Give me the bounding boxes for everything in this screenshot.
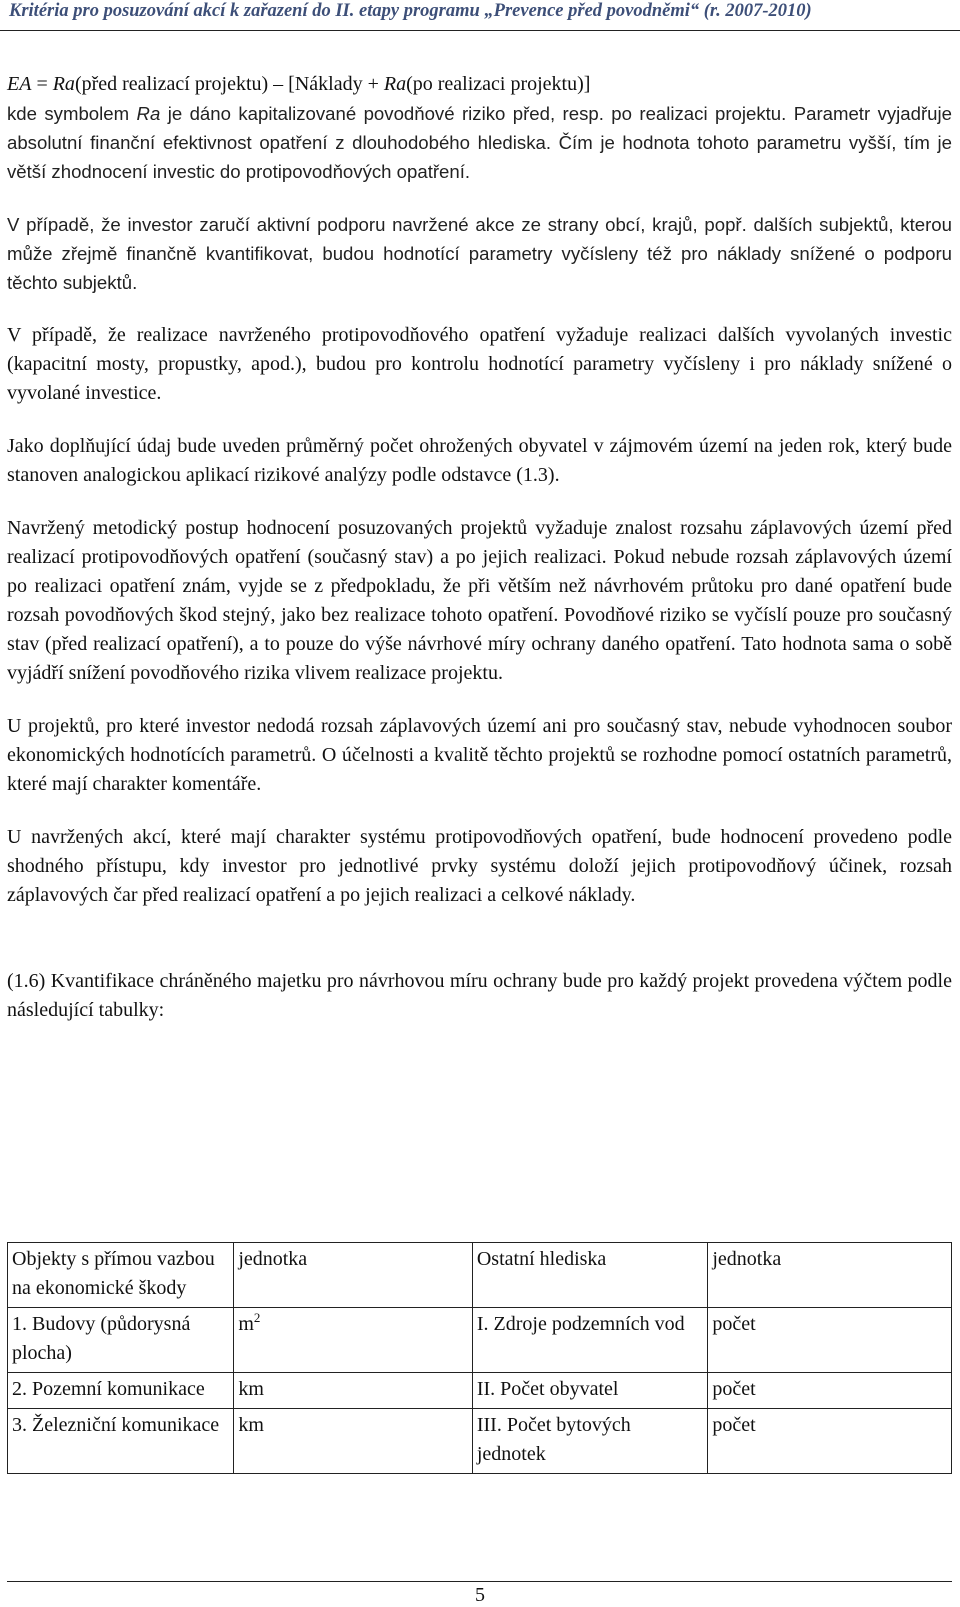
page-body	[7, 70, 952, 1025]
table-cell: 1. Budovy (půdorysná plocha)	[8, 1308, 234, 1373]
formula-ea: EA	[7, 73, 32, 95]
table-header-cell: jednotka	[708, 1243, 952, 1308]
protected-assets-table	[7, 1242, 952, 1474]
table-cell: počet	[708, 1308, 952, 1373]
table-cell: km	[234, 1409, 473, 1474]
investor-support-paragraph: V případě, že investor zaručí aktivní podporu navržené akce ze strany obcí, krajů, popř. dalších subjektů, kterou může zřejmě finančně kvantifikovat, budou hodnotící parametry vyčísleny též pro náklady snížené o podporu těchto subjektů.	[7, 214, 952, 293]
population-paragraph: Jako doplňující údaj bude uveden průměrný počet ohrožených obyvatel v zájmovém území na jeden rok, který bude stanoven analogickou aplikací rizikové analýzy podle odstavce (1.3).	[7, 435, 952, 486]
ra-definition-paragraph	[7, 99, 952, 186]
formula-equals: =	[31, 73, 53, 95]
ea-formula	[7, 70, 952, 99]
spacer	[7, 910, 952, 967]
table-header-cell: Objekty s přímou vazbou na ekonomické škody	[8, 1243, 234, 1308]
system-actions-paragraph: U navržených akcí, které mají charakter systému protipovodňových opatření, bude hodnocení provedeno podle shodného přístupu, kdy investor pro jednotlivé prvky systému doloží jejich protipovodňový účinek, rozsah záplavových čar před realizací opatření a po jejich realizaci a celkové náklady.	[7, 826, 952, 906]
ra-definition-start: kde symbolem	[7, 103, 137, 124]
formula-ra-after: Ra	[383, 73, 407, 95]
page-number: 5	[475, 1584, 485, 1606]
unit-text: m	[238, 1313, 254, 1335]
table-cell: počet	[708, 1409, 952, 1474]
table-cell: 3. Železniční komunikace	[8, 1409, 234, 1474]
unit-superscript: 2	[253, 1310, 261, 1325]
spacer	[7, 490, 952, 514]
table-row	[8, 1373, 952, 1409]
spacer	[7, 799, 952, 823]
ra-definition-rest: je dáno kapitalizované povodňové riziko před, resp. po realizaci projektu. Parametr vyjadřuje absolutní finanční efektivnost opatření z dlouhodobého hlediska. Čím je hodnota tohoto parametru vyšší, tím je větší zhodnocení investic do protipovodňových opatření.	[7, 103, 952, 182]
table-header-cell: Ostatní hlediska	[472, 1243, 707, 1308]
table-header-cell: jednotka	[234, 1243, 473, 1308]
no-extent-paragraph: U projektů, pro které investor nedodá rozsah záplavových území ani pro současný stav, nebude vyhodnocen soubor ekonomických hodnotících parametrů. O účelnosti a kvalitě těchto projektů se rozhodne pomocí ostatních parametrů, které mají charakter komentáře.	[7, 715, 952, 795]
table-cell: I. Zdroje podzemních vod	[472, 1308, 707, 1373]
table-row	[8, 1409, 952, 1474]
spacer	[7, 297, 952, 321]
formula-ra-before: Ra	[52, 73, 75, 95]
induced-investment-paragraph: V případě, že realizace navrženého protipovodňového opatření vyžaduje realizaci dalších vyvolaných investic (kapacitní mosty, propustky, apod.), budou pro kontrolu hodnotící parametry vyčísleny i pro náklady snížené o vyvolané investice.	[7, 324, 952, 404]
table-cell: II. Počet obyvatel	[472, 1373, 707, 1409]
formula-part-one: (před realizací projektu) – [Náklady +	[74, 73, 384, 95]
formula-part-two: (po realizaci projektu)]	[406, 73, 591, 95]
table-cell: III. Počet bytových jednotek	[472, 1409, 707, 1474]
table-cell	[234, 1308, 473, 1373]
table-cell: 2. Pozemní komunikace	[8, 1373, 234, 1409]
table-cell: počet	[708, 1373, 952, 1409]
running-header: Kritéria pro posuzování akcí k zařazení do II. etapy programu „Prevence před povodněmi“ (r. 2007-2010)	[0, 0, 960, 31]
table-intro-paragraph: (1.6) Kvantifikace chráněného majetku pro návrhovou míru ochrany bude pro každý projekt provedena výčtem podle následující tabulky:	[7, 970, 952, 1021]
spacer	[7, 186, 952, 210]
ra-symbol: Ra	[136, 103, 161, 124]
table-row	[8, 1308, 952, 1373]
spacer	[7, 688, 952, 712]
spacer	[7, 408, 952, 432]
method-paragraph: Navržený metodický postup hodnocení posuzovaných projektů vyžaduje znalost rozsahu záplavových území před realizací protipovodňových opatření (současný stav) a po jejich realizaci. Pokud nebude rozsah záplavových území po realizaci opatření znám, vyjde se z předpokladu, že při větším než návrhovém průtoku pro dané opatření bude rozsah povodňových škod stejný, jako bez realizace tohoto opatření. Povodňové riziko se vyčíslí pouze pro současný stav (před realizací opatření), a to pouze do výše návrhové míry ochrany daného opatření. Tato hodnota sama o sobě vyjádří snížení povodňového rizika vlivem realizace projektu.	[7, 517, 952, 684]
table-cell: km	[234, 1373, 473, 1409]
footer-divider	[7, 1581, 952, 1582]
table-header-row	[8, 1243, 952, 1308]
